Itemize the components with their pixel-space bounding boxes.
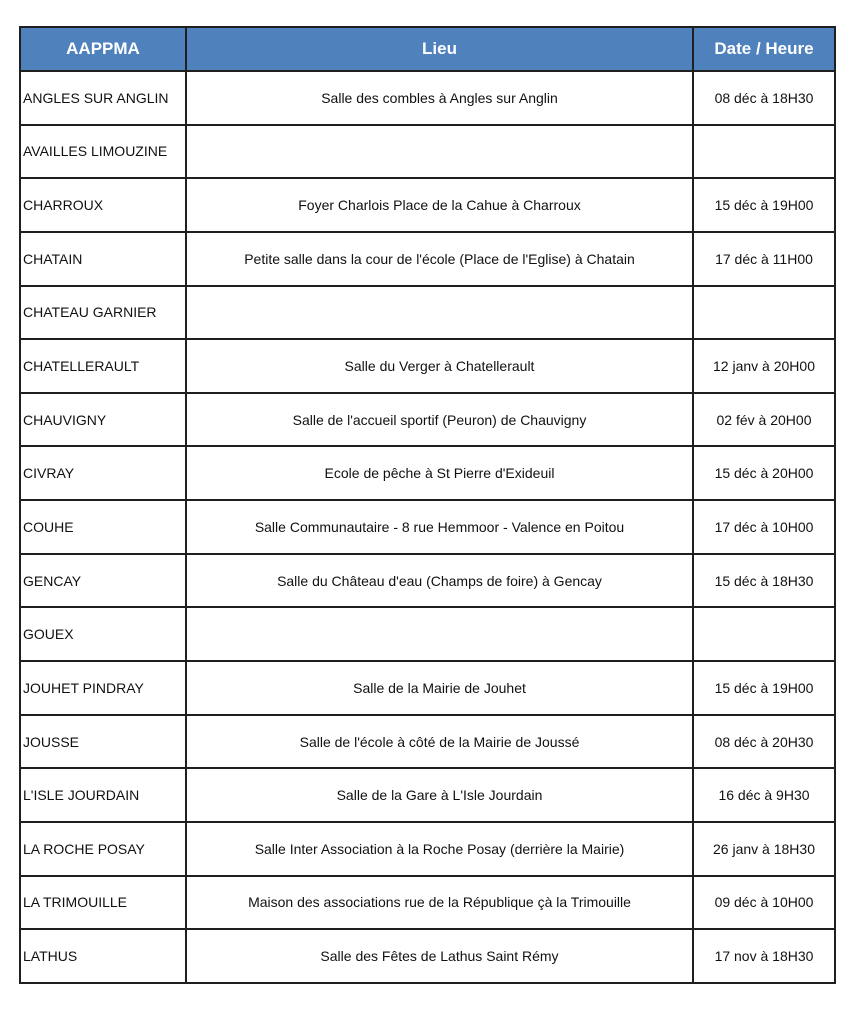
table-row (20, 607, 835, 661)
lieu-cell: Salle Communautaire - 8 rue Hemmoor - Valence en Poitou (186, 500, 693, 554)
aappma-cell: GENCAY (20, 554, 186, 608)
date-heure-cell: 15 déc à 18H30 (693, 554, 835, 608)
date-heure-cell (693, 125, 835, 179)
date-heure-cell: 02 fév à 20H00 (693, 393, 835, 447)
lieu-cell (186, 607, 693, 661)
date-heure-cell: 17 déc à 11H00 (693, 232, 835, 286)
header-date-heure: Date / Heure (693, 27, 835, 71)
lieu-cell (186, 286, 693, 340)
date-heure-cell: 17 déc à 10H00 (693, 500, 835, 554)
table-row (20, 715, 835, 769)
table-row (20, 446, 835, 500)
aappma-cell: JOUSSE (20, 715, 186, 769)
aappma-cell: AVAILLES LIMOUZINE (20, 125, 186, 179)
lieu-cell: Salle Inter Association à la Roche Posay (derrière la Mairie) (186, 822, 693, 876)
table-row (20, 876, 835, 930)
table-row (20, 661, 835, 715)
header-row (20, 27, 835, 71)
lieu-cell: Salle du Château d'eau (Champs de foire) à Gencay (186, 554, 693, 608)
lieu-cell: Salle des combles à Angles sur Anglin (186, 71, 693, 125)
table-row (20, 339, 835, 393)
lieu-cell: Ecole de pêche à St Pierre d'Exideuil (186, 446, 693, 500)
aappma-cell: LATHUS (20, 929, 186, 983)
aappma-cell: CHAUVIGNY (20, 393, 186, 447)
table-row (20, 178, 835, 232)
aappma-cell: ANGLES SUR ANGLIN (20, 71, 186, 125)
date-heure-cell: 26 janv à 18H30 (693, 822, 835, 876)
lieu-cell: Salle de l'accueil sportif (Peuron) de Chauvigny (186, 393, 693, 447)
date-heure-cell (693, 286, 835, 340)
table-row (20, 768, 835, 822)
lieu-cell: Petite salle dans la cour de l'école (Place de l'Eglise) à Chatain (186, 232, 693, 286)
aappma-cell: CHATAIN (20, 232, 186, 286)
table-row (20, 822, 835, 876)
date-heure-cell: 12 janv à 20H00 (693, 339, 835, 393)
aappma-cell: GOUEX (20, 607, 186, 661)
header-aappma: AAPPMA (20, 27, 186, 71)
date-heure-cell: 08 déc à 20H30 (693, 715, 835, 769)
table-row (20, 554, 835, 608)
table-row (20, 232, 835, 286)
aappma-cell: CIVRAY (20, 446, 186, 500)
date-heure-cell: 15 déc à 20H00 (693, 446, 835, 500)
aappma-cell: CHATEAU GARNIER (20, 286, 186, 340)
table-row (20, 929, 835, 983)
lieu-cell: Salle de la Gare à L'Isle Jourdain (186, 768, 693, 822)
date-heure-cell: 15 déc à 19H00 (693, 661, 835, 715)
aappma-cell: CHARROUX (20, 178, 186, 232)
table-row (20, 500, 835, 554)
lieu-cell: Salle des Fêtes de Lathus Saint Rémy (186, 929, 693, 983)
table-row (20, 71, 835, 125)
aappma-cell: JOUHET PINDRAY (20, 661, 186, 715)
lieu-cell: Salle de la Mairie de Jouhet (186, 661, 693, 715)
table-row (20, 286, 835, 340)
table-row (20, 125, 835, 179)
aappma-cell: CHATELLERAULT (20, 339, 186, 393)
aappma-cell: LA ROCHE POSAY (20, 822, 186, 876)
date-heure-cell: 17 nov à 18H30 (693, 929, 835, 983)
date-heure-cell: 08 déc à 18H30 (693, 71, 835, 125)
date-heure-cell: 15 déc à 19H00 (693, 178, 835, 232)
date-heure-cell (693, 607, 835, 661)
lieu-cell: Salle de l'école à côté de la Mairie de Joussé (186, 715, 693, 769)
date-heure-cell: 09 déc à 10H00 (693, 876, 835, 930)
lieu-cell: Maison des associations rue de la République çà la Trimouille (186, 876, 693, 930)
date-heure-cell: 16 déc à 9H30 (693, 768, 835, 822)
lieu-cell: Salle du Verger à Chatellerault (186, 339, 693, 393)
meetings-table (19, 26, 836, 984)
aappma-cell: LA TRIMOUILLE (20, 876, 186, 930)
header-lieu: Lieu (186, 27, 693, 71)
table-row (20, 393, 835, 447)
aappma-cell: COUHE (20, 500, 186, 554)
lieu-cell: Foyer Charlois Place de la Cahue à Charroux (186, 178, 693, 232)
aappma-cell: L'ISLE JOURDAIN (20, 768, 186, 822)
lieu-cell (186, 125, 693, 179)
